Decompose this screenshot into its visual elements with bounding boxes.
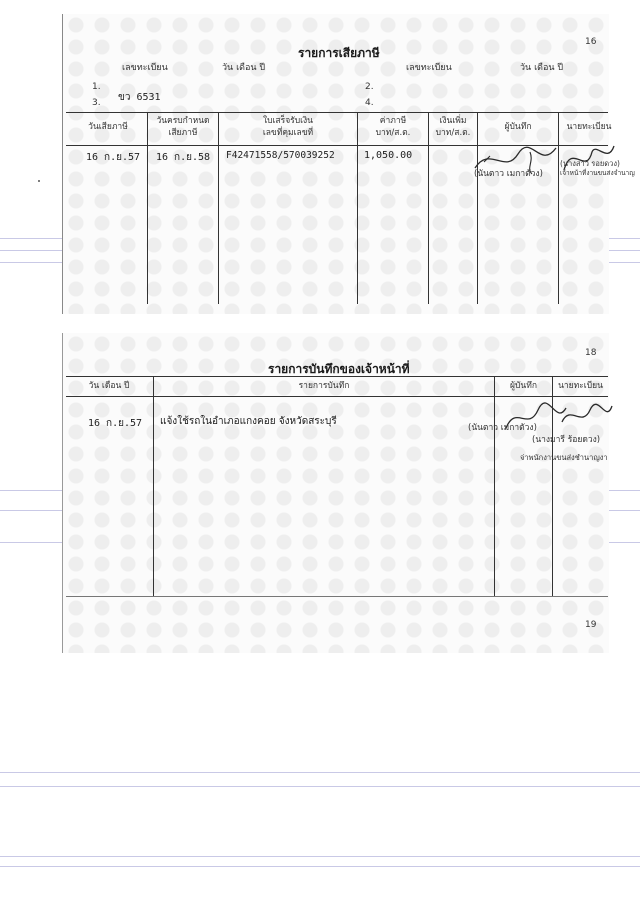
- table-rule: [66, 596, 608, 597]
- page-number: 19: [585, 620, 597, 630]
- row-num: 1.: [92, 82, 101, 92]
- scan-line: [0, 866, 640, 867]
- col-header-registrar: นายทะเบียน: [566, 122, 612, 132]
- section-title: รายการเสียภาษี: [298, 46, 380, 60]
- due-date-value: 16 ก.ย.58: [156, 152, 211, 163]
- entry-date-value: 16 ก.ย.57: [88, 418, 143, 429]
- recorder-name: (นันตาว เมกาตัวง): [468, 423, 537, 433]
- table-rule: [153, 376, 154, 596]
- reg-label-left: เลขทะเบียน: [122, 63, 168, 73]
- header-line: บาท/ส.ต.: [435, 128, 471, 138]
- reg-label-right: เลขทะเบียน: [406, 63, 452, 73]
- scan-line: [0, 786, 640, 787]
- registrar-name: (นางมารี ร้อยดวง): [532, 435, 601, 445]
- row-num: 3.: [92, 98, 101, 108]
- plate-number: ขว 6531: [118, 92, 161, 103]
- col-header-recorder: ผู้บันทึก: [504, 122, 532, 132]
- registrar-title: เจ้าหน้าที่งานขนส่งจำนาญ: [560, 169, 635, 177]
- col-header-receipt: [219, 115, 357, 139]
- registrar-signature: [556, 402, 616, 432]
- scan-dot: [38, 180, 40, 182]
- scan-line: [0, 772, 640, 773]
- entry-text: แจ้งใช้รถในอำเภอแกงคอย จังหวัดสระบุรี: [160, 416, 337, 427]
- table-rule: [147, 112, 148, 304]
- header-line: ใบเสร็จรับเงิน: [262, 116, 313, 126]
- date-label-left: วัน เดือน ปี: [222, 63, 266, 73]
- header-line: เสียภาษี: [168, 128, 198, 138]
- registrar-title: จ่าพนักงานขนส่งชำนาญงา: [520, 453, 608, 462]
- row-num: 2.: [365, 82, 374, 92]
- scan-line: [0, 856, 640, 857]
- date-label-right: วัน เดือน ปี: [520, 63, 564, 73]
- header-line: เงินเพิ่ม: [439, 116, 467, 126]
- row-num: 4.: [365, 98, 374, 108]
- header-line: ค่าภาษี: [379, 116, 407, 126]
- tax-date-value: 16 ก.ย.57: [86, 152, 141, 163]
- col-header-tax-date: วันเสียภาษี: [88, 122, 128, 132]
- table-rule: [357, 112, 358, 304]
- registrar-name: (นางสาวี รอยดวง): [560, 159, 620, 168]
- table-rule: [218, 112, 219, 304]
- tax-value: 1,050.00: [364, 150, 413, 161]
- recorder-name: (นันตาว เมกาตัวง): [474, 169, 543, 179]
- page-number: 18: [585, 348, 597, 358]
- col-header-entry: รายการบันทึก: [298, 381, 350, 391]
- col-header-recorder: ผู้บันทึก: [510, 381, 537, 391]
- col-header-surcharge: [429, 115, 477, 139]
- table-rule: [66, 396, 608, 397]
- page-number: 16: [585, 37, 597, 47]
- receipt-value: F42471558/570039252: [226, 150, 335, 161]
- table-rule: [428, 112, 429, 304]
- col-header-tax: [358, 115, 428, 139]
- header-line: เลขที่คุมเลขที่: [262, 128, 314, 138]
- col-header-due-date: [148, 115, 218, 139]
- header-line: วันครบกำหนด: [156, 116, 210, 126]
- col-header-registrar: นายทะเบียน: [558, 381, 603, 391]
- table-rule: [66, 376, 608, 377]
- table-rule: [494, 376, 495, 596]
- section-title: รายการบันทึกของเจ้าหน้าที่: [268, 362, 410, 376]
- header-line: บาท/ส.ต.: [375, 128, 411, 138]
- col-header-date: วัน เดือน ปี: [88, 381, 130, 391]
